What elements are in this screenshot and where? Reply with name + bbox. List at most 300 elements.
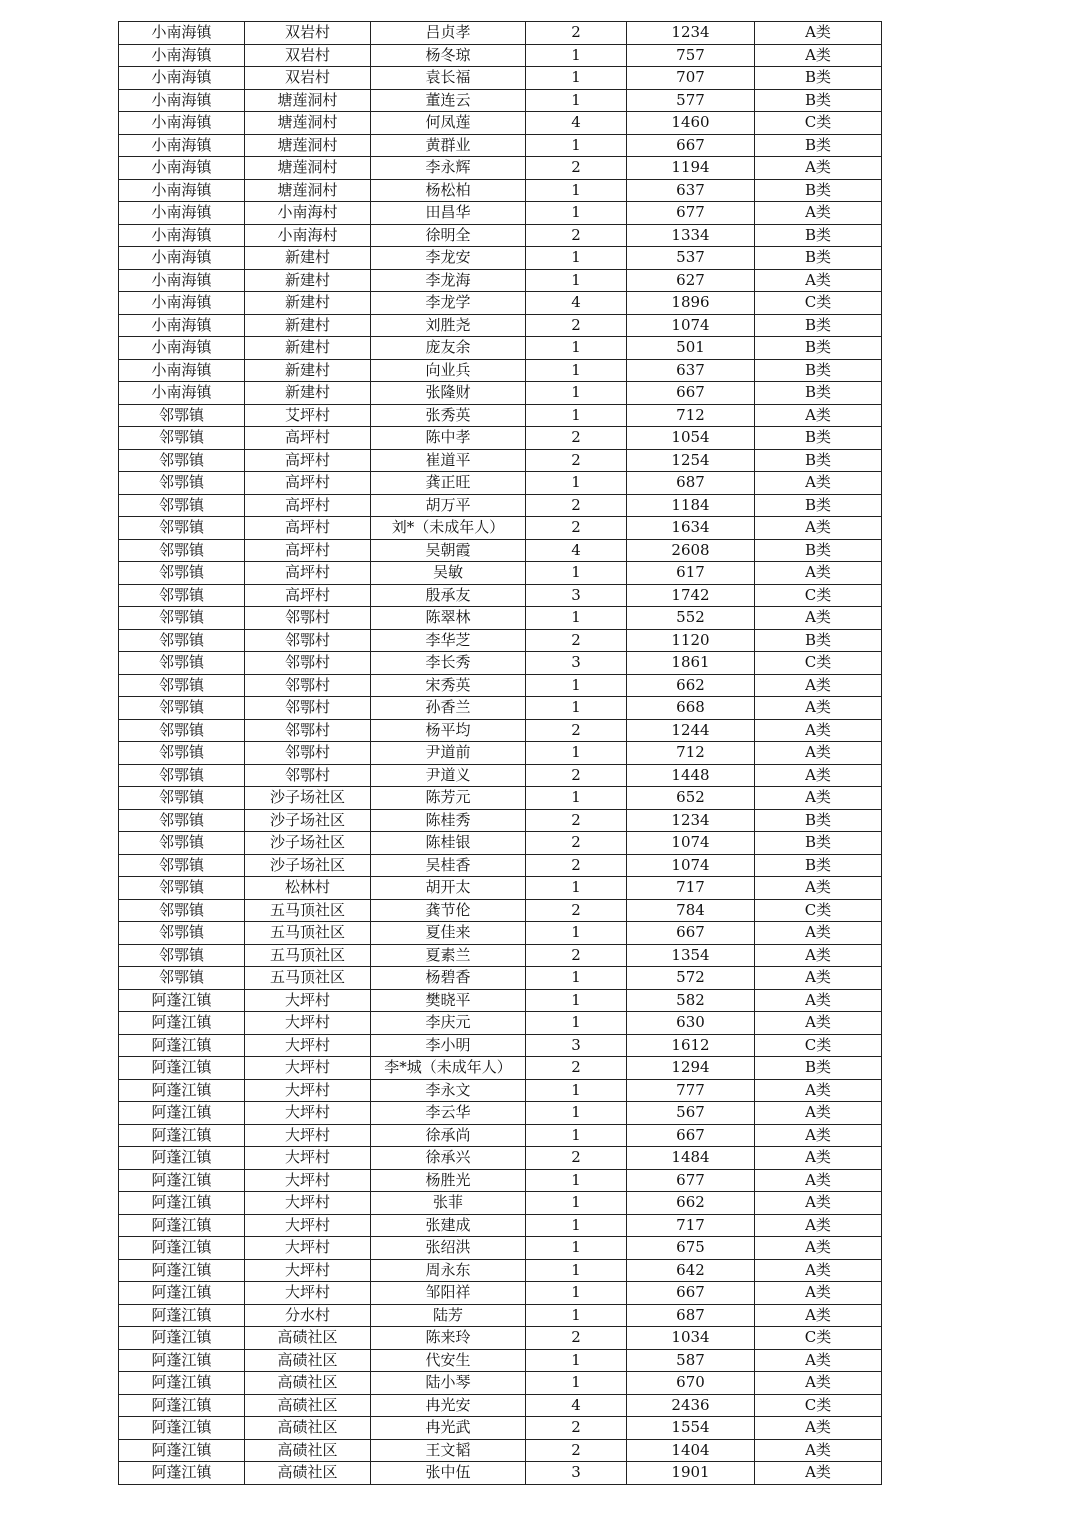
town-cell: 小南海镇 <box>119 44 245 67</box>
table-row <box>119 44 882 67</box>
table-row <box>119 292 882 315</box>
name-cell: 刘胜尧 <box>371 314 526 337</box>
amount-cell: 662 <box>627 1192 755 1215</box>
name-cell: 张菲 <box>371 1192 526 1215</box>
table-row <box>119 719 882 742</box>
name-cell: 张秀英 <box>371 404 526 427</box>
category-cell: A类 <box>755 764 882 787</box>
name-cell: 李*城（未成年人） <box>371 1057 526 1080</box>
village-cell: 双岩村 <box>245 44 371 67</box>
name-cell: 李小明 <box>371 1034 526 1057</box>
table-row <box>119 742 882 765</box>
name-cell: 周永东 <box>371 1259 526 1282</box>
town-cell: 邻鄂镇 <box>119 472 245 495</box>
household-size-cell: 1 <box>526 787 627 810</box>
town-cell: 小南海镇 <box>119 134 245 157</box>
amount-cell: 712 <box>627 404 755 427</box>
household-size-cell: 1 <box>526 1259 627 1282</box>
village-cell: 沙子场社区 <box>245 809 371 832</box>
household-size-cell: 1 <box>526 1372 627 1395</box>
household-size-cell: 1 <box>526 697 627 720</box>
name-cell: 冉光武 <box>371 1417 526 1440</box>
name-cell: 徐明全 <box>371 224 526 247</box>
village-cell: 邻鄂村 <box>245 629 371 652</box>
amount-cell: 1634 <box>627 517 755 540</box>
household-size-cell: 2 <box>526 427 627 450</box>
town-cell: 邻鄂镇 <box>119 899 245 922</box>
town-cell: 小南海镇 <box>119 22 245 45</box>
household-size-cell: 2 <box>526 832 627 855</box>
household-size-cell: 1 <box>526 382 627 405</box>
town-cell: 邻鄂镇 <box>119 967 245 990</box>
town-cell: 邻鄂镇 <box>119 832 245 855</box>
village-cell: 大坪村 <box>245 1034 371 1057</box>
household-size-cell: 2 <box>526 764 627 787</box>
table-row <box>119 1259 882 1282</box>
amount-cell: 667 <box>627 1282 755 1305</box>
village-cell: 大坪村 <box>245 1102 371 1125</box>
village-cell: 高碛社区 <box>245 1372 371 1395</box>
category-cell: B类 <box>755 224 882 247</box>
category-cell: A类 <box>755 1372 882 1395</box>
table-row <box>119 629 882 652</box>
town-cell: 小南海镇 <box>119 292 245 315</box>
amount-cell: 677 <box>627 202 755 225</box>
amount-cell: 1448 <box>627 764 755 787</box>
category-cell: A类 <box>755 269 882 292</box>
amount-cell: 1896 <box>627 292 755 315</box>
name-cell: 吴桂香 <box>371 854 526 877</box>
category-cell: A类 <box>755 697 882 720</box>
table-row <box>119 1237 882 1260</box>
village-cell: 新建村 <box>245 247 371 270</box>
town-cell: 小南海镇 <box>119 337 245 360</box>
amount-cell: 712 <box>627 742 755 765</box>
village-cell: 高坪村 <box>245 562 371 585</box>
village-cell: 邻鄂村 <box>245 674 371 697</box>
town-cell: 邻鄂镇 <box>119 944 245 967</box>
town-cell: 邻鄂镇 <box>119 404 245 427</box>
village-cell: 邻鄂村 <box>245 652 371 675</box>
name-cell: 刘*（未成年人） <box>371 517 526 540</box>
town-cell: 邻鄂镇 <box>119 719 245 742</box>
category-cell: B类 <box>755 427 882 450</box>
table-row <box>119 1079 882 1102</box>
table-row <box>119 809 882 832</box>
table-row <box>119 404 882 427</box>
name-cell: 胡万平 <box>371 494 526 517</box>
amount-cell: 1074 <box>627 832 755 855</box>
table-row <box>119 922 882 945</box>
name-cell: 向业兵 <box>371 359 526 382</box>
category-cell: A类 <box>755 157 882 180</box>
household-size-cell: 1 <box>526 967 627 990</box>
town-cell: 小南海镇 <box>119 202 245 225</box>
name-cell: 李永文 <box>371 1079 526 1102</box>
household-size-cell: 2 <box>526 1439 627 1462</box>
name-cell: 张隆财 <box>371 382 526 405</box>
household-size-cell: 1 <box>526 922 627 945</box>
household-size-cell: 3 <box>526 1462 627 1485</box>
name-cell: 李龙学 <box>371 292 526 315</box>
table-row <box>119 269 882 292</box>
category-cell: A类 <box>755 719 882 742</box>
village-cell: 邻鄂村 <box>245 764 371 787</box>
village-cell: 大坪村 <box>245 1192 371 1215</box>
amount-cell: 1354 <box>627 944 755 967</box>
village-cell: 高坪村 <box>245 472 371 495</box>
household-size-cell: 1 <box>526 674 627 697</box>
name-cell: 张中伍 <box>371 1462 526 1485</box>
category-cell: B类 <box>755 359 882 382</box>
table-row <box>119 607 882 630</box>
category-cell: B类 <box>755 247 882 270</box>
category-cell: A类 <box>755 1012 882 1035</box>
village-cell: 高坪村 <box>245 517 371 540</box>
table-row <box>119 1394 882 1417</box>
household-size-cell: 2 <box>526 899 627 922</box>
town-cell: 阿蓬江镇 <box>119 989 245 1012</box>
amount-cell: 2436 <box>627 1394 755 1417</box>
table-row <box>119 359 882 382</box>
amount-cell: 552 <box>627 607 755 630</box>
town-cell: 邻鄂镇 <box>119 539 245 562</box>
table-row <box>119 697 882 720</box>
household-size-cell: 1 <box>526 1214 627 1237</box>
household-size-cell: 2 <box>526 944 627 967</box>
town-cell: 阿蓬江镇 <box>119 1192 245 1215</box>
town-cell: 阿蓬江镇 <box>119 1169 245 1192</box>
category-cell: B类 <box>755 337 882 360</box>
amount-cell: 501 <box>627 337 755 360</box>
amount-cell: 582 <box>627 989 755 1012</box>
village-cell: 高碛社区 <box>245 1394 371 1417</box>
table-row <box>119 1012 882 1035</box>
category-cell: B类 <box>755 382 882 405</box>
amount-cell: 687 <box>627 1304 755 1327</box>
town-cell: 邻鄂镇 <box>119 494 245 517</box>
village-cell: 高碛社区 <box>245 1462 371 1485</box>
household-size-cell: 1 <box>526 989 627 1012</box>
category-cell: A类 <box>755 1214 882 1237</box>
amount-cell: 1074 <box>627 314 755 337</box>
town-cell: 邻鄂镇 <box>119 449 245 472</box>
village-cell: 大坪村 <box>245 989 371 1012</box>
table-row <box>119 562 882 585</box>
amount-cell: 630 <box>627 1012 755 1035</box>
category-cell: A类 <box>755 1439 882 1462</box>
household-size-cell: 1 <box>526 1237 627 1260</box>
village-cell: 高碛社区 <box>245 1417 371 1440</box>
town-cell: 阿蓬江镇 <box>119 1327 245 1350</box>
table-row <box>119 382 882 405</box>
household-size-cell: 2 <box>526 1147 627 1170</box>
village-cell: 新建村 <box>245 337 371 360</box>
household-size-cell: 1 <box>526 247 627 270</box>
town-cell: 小南海镇 <box>119 382 245 405</box>
amount-cell: 1194 <box>627 157 755 180</box>
category-cell: A类 <box>755 1237 882 1260</box>
category-cell: A类 <box>755 404 882 427</box>
household-size-cell: 1 <box>526 404 627 427</box>
name-cell: 董连云 <box>371 89 526 112</box>
category-cell: A类 <box>755 1124 882 1147</box>
table-row <box>119 202 882 225</box>
household-size-cell: 2 <box>526 22 627 45</box>
name-cell: 陈来玲 <box>371 1327 526 1350</box>
name-cell: 庞友余 <box>371 337 526 360</box>
town-cell: 阿蓬江镇 <box>119 1349 245 1372</box>
name-cell: 陈桂银 <box>371 832 526 855</box>
amount-cell: 717 <box>627 1214 755 1237</box>
town-cell: 阿蓬江镇 <box>119 1102 245 1125</box>
name-cell: 吕贞孝 <box>371 22 526 45</box>
amount-cell: 637 <box>627 359 755 382</box>
town-cell: 阿蓬江镇 <box>119 1394 245 1417</box>
town-cell: 小南海镇 <box>119 89 245 112</box>
table-row <box>119 472 882 495</box>
amount-cell: 1901 <box>627 1462 755 1485</box>
name-cell: 杨冬琼 <box>371 44 526 67</box>
category-cell: A类 <box>755 742 882 765</box>
village-cell: 沙子场社区 <box>245 787 371 810</box>
household-size-cell: 1 <box>526 269 627 292</box>
village-cell: 高坪村 <box>245 449 371 472</box>
category-cell: A类 <box>755 1282 882 1305</box>
category-cell: B类 <box>755 1057 882 1080</box>
amount-cell: 1742 <box>627 584 755 607</box>
village-cell: 新建村 <box>245 359 371 382</box>
name-cell: 龚正旺 <box>371 472 526 495</box>
name-cell: 张绍洪 <box>371 1237 526 1260</box>
village-cell: 沙子场社区 <box>245 832 371 855</box>
name-cell: 杨平均 <box>371 719 526 742</box>
name-cell: 陈中孝 <box>371 427 526 450</box>
table-row <box>119 494 882 517</box>
amount-cell: 587 <box>627 1349 755 1372</box>
village-cell: 大坪村 <box>245 1214 371 1237</box>
town-cell: 阿蓬江镇 <box>119 1012 245 1035</box>
household-size-cell: 2 <box>526 809 627 832</box>
name-cell: 冉光安 <box>371 1394 526 1417</box>
town-cell: 小南海镇 <box>119 314 245 337</box>
village-cell: 塘莲洞村 <box>245 89 371 112</box>
name-cell: 孙香兰 <box>371 697 526 720</box>
table-row <box>119 179 882 202</box>
name-cell: 樊晓平 <box>371 989 526 1012</box>
table-row <box>119 449 882 472</box>
table-row <box>119 67 882 90</box>
town-cell: 邻鄂镇 <box>119 697 245 720</box>
table-row <box>119 652 882 675</box>
household-size-cell: 1 <box>526 89 627 112</box>
village-cell: 松林村 <box>245 877 371 900</box>
amount-cell: 1234 <box>627 22 755 45</box>
amount-cell: 1612 <box>627 1034 755 1057</box>
name-cell: 陈芳元 <box>371 787 526 810</box>
town-cell: 小南海镇 <box>119 247 245 270</box>
name-cell: 尹道义 <box>371 764 526 787</box>
name-cell: 张建成 <box>371 1214 526 1237</box>
household-size-cell: 1 <box>526 134 627 157</box>
household-size-cell: 1 <box>526 472 627 495</box>
table-row <box>119 674 882 697</box>
name-cell: 李永辉 <box>371 157 526 180</box>
town-cell: 邻鄂镇 <box>119 584 245 607</box>
town-cell: 阿蓬江镇 <box>119 1439 245 1462</box>
town-cell: 阿蓬江镇 <box>119 1237 245 1260</box>
village-cell: 双岩村 <box>245 22 371 45</box>
name-cell: 王文韬 <box>371 1439 526 1462</box>
town-cell: 邻鄂镇 <box>119 427 245 450</box>
village-cell: 塘莲洞村 <box>245 157 371 180</box>
name-cell: 杨松柏 <box>371 179 526 202</box>
category-cell: A类 <box>755 922 882 945</box>
amount-cell: 642 <box>627 1259 755 1282</box>
household-size-cell: 1 <box>526 1102 627 1125</box>
name-cell: 殷承友 <box>371 584 526 607</box>
table-row <box>119 1304 882 1327</box>
household-size-cell: 1 <box>526 1079 627 1102</box>
village-cell: 沙子场社区 <box>245 854 371 877</box>
category-cell: A类 <box>755 1079 882 1102</box>
town-cell: 阿蓬江镇 <box>119 1214 245 1237</box>
village-cell: 分水村 <box>245 1304 371 1327</box>
village-cell: 大坪村 <box>245 1259 371 1282</box>
household-size-cell: 1 <box>526 1349 627 1372</box>
table-row <box>119 1417 882 1440</box>
amount-cell: 707 <box>627 67 755 90</box>
village-cell: 小南海村 <box>245 202 371 225</box>
village-cell: 高碛社区 <box>245 1439 371 1462</box>
village-cell: 塘莲洞村 <box>245 112 371 135</box>
category-cell: C类 <box>755 1394 882 1417</box>
category-cell: A类 <box>755 989 882 1012</box>
household-size-cell: 1 <box>526 1192 627 1215</box>
category-cell: C类 <box>755 1034 882 1057</box>
village-cell: 五马顶社区 <box>245 899 371 922</box>
household-size-cell: 2 <box>526 1417 627 1440</box>
name-cell: 李庆元 <box>371 1012 526 1035</box>
name-cell: 陆小琴 <box>371 1372 526 1395</box>
name-cell: 胡开太 <box>371 877 526 900</box>
village-cell: 新建村 <box>245 292 371 315</box>
category-cell: A类 <box>755 22 882 45</box>
village-cell: 大坪村 <box>245 1057 371 1080</box>
town-cell: 邻鄂镇 <box>119 652 245 675</box>
town-cell: 邻鄂镇 <box>119 809 245 832</box>
town-cell: 小南海镇 <box>119 359 245 382</box>
category-cell: C类 <box>755 112 882 135</box>
town-cell: 小南海镇 <box>119 179 245 202</box>
town-cell: 小南海镇 <box>119 269 245 292</box>
amount-cell: 637 <box>627 179 755 202</box>
name-cell: 龚节伦 <box>371 899 526 922</box>
name-cell: 李云华 <box>371 1102 526 1125</box>
amount-cell: 784 <box>627 899 755 922</box>
household-size-cell: 1 <box>526 337 627 360</box>
amount-cell: 1554 <box>627 1417 755 1440</box>
table-row <box>119 1102 882 1125</box>
table-body <box>119 22 882 1485</box>
amount-cell: 1460 <box>627 112 755 135</box>
household-size-cell: 4 <box>526 112 627 135</box>
category-cell: B类 <box>755 832 882 855</box>
amount-cell: 1244 <box>627 719 755 742</box>
village-cell: 五马顶社区 <box>245 967 371 990</box>
amount-cell: 577 <box>627 89 755 112</box>
name-cell: 吴朝霞 <box>371 539 526 562</box>
household-size-cell: 1 <box>526 179 627 202</box>
village-cell: 大坪村 <box>245 1124 371 1147</box>
town-cell: 邻鄂镇 <box>119 877 245 900</box>
data-table <box>118 21 882 1485</box>
table-row <box>119 967 882 990</box>
amount-cell: 717 <box>627 877 755 900</box>
amount-cell: 1184 <box>627 494 755 517</box>
village-cell: 高坪村 <box>245 539 371 562</box>
table-row <box>119 1439 882 1462</box>
category-cell: C类 <box>755 1327 882 1350</box>
table-row <box>119 877 882 900</box>
household-size-cell: 1 <box>526 607 627 630</box>
town-cell: 阿蓬江镇 <box>119 1417 245 1440</box>
household-size-cell: 2 <box>526 314 627 337</box>
village-cell: 高坪村 <box>245 494 371 517</box>
amount-cell: 677 <box>627 1169 755 1192</box>
town-cell: 阿蓬江镇 <box>119 1057 245 1080</box>
amount-cell: 777 <box>627 1079 755 1102</box>
amount-cell: 652 <box>627 787 755 810</box>
village-cell: 五马顶社区 <box>245 944 371 967</box>
household-size-cell: 2 <box>526 719 627 742</box>
village-cell: 高碛社区 <box>245 1349 371 1372</box>
category-cell: B类 <box>755 539 882 562</box>
name-cell: 杨碧香 <box>371 967 526 990</box>
name-cell: 崔道平 <box>371 449 526 472</box>
category-cell: B类 <box>755 314 882 337</box>
town-cell: 阿蓬江镇 <box>119 1147 245 1170</box>
category-cell: A类 <box>755 202 882 225</box>
category-cell: C类 <box>755 584 882 607</box>
village-cell: 塘莲洞村 <box>245 134 371 157</box>
amount-cell: 1234 <box>627 809 755 832</box>
category-cell: A类 <box>755 1169 882 1192</box>
table-row <box>119 787 882 810</box>
town-cell: 阿蓬江镇 <box>119 1079 245 1102</box>
village-cell: 塘莲洞村 <box>245 179 371 202</box>
village-cell: 大坪村 <box>245 1012 371 1035</box>
amount-cell: 537 <box>627 247 755 270</box>
town-cell: 小南海镇 <box>119 157 245 180</box>
village-cell: 新建村 <box>245 314 371 337</box>
table-row <box>119 517 882 540</box>
amount-cell: 1120 <box>627 629 755 652</box>
household-size-cell: 4 <box>526 292 627 315</box>
category-cell: A类 <box>755 787 882 810</box>
household-size-cell: 1 <box>526 1304 627 1327</box>
table-row <box>119 1124 882 1147</box>
name-cell: 李龙安 <box>371 247 526 270</box>
table-row <box>119 832 882 855</box>
category-cell: A类 <box>755 967 882 990</box>
category-cell: A类 <box>755 44 882 67</box>
name-cell: 徐承尚 <box>371 1124 526 1147</box>
household-size-cell: 1 <box>526 359 627 382</box>
category-cell: A类 <box>755 1417 882 1440</box>
name-cell: 宋秀英 <box>371 674 526 697</box>
amount-cell: 668 <box>627 697 755 720</box>
